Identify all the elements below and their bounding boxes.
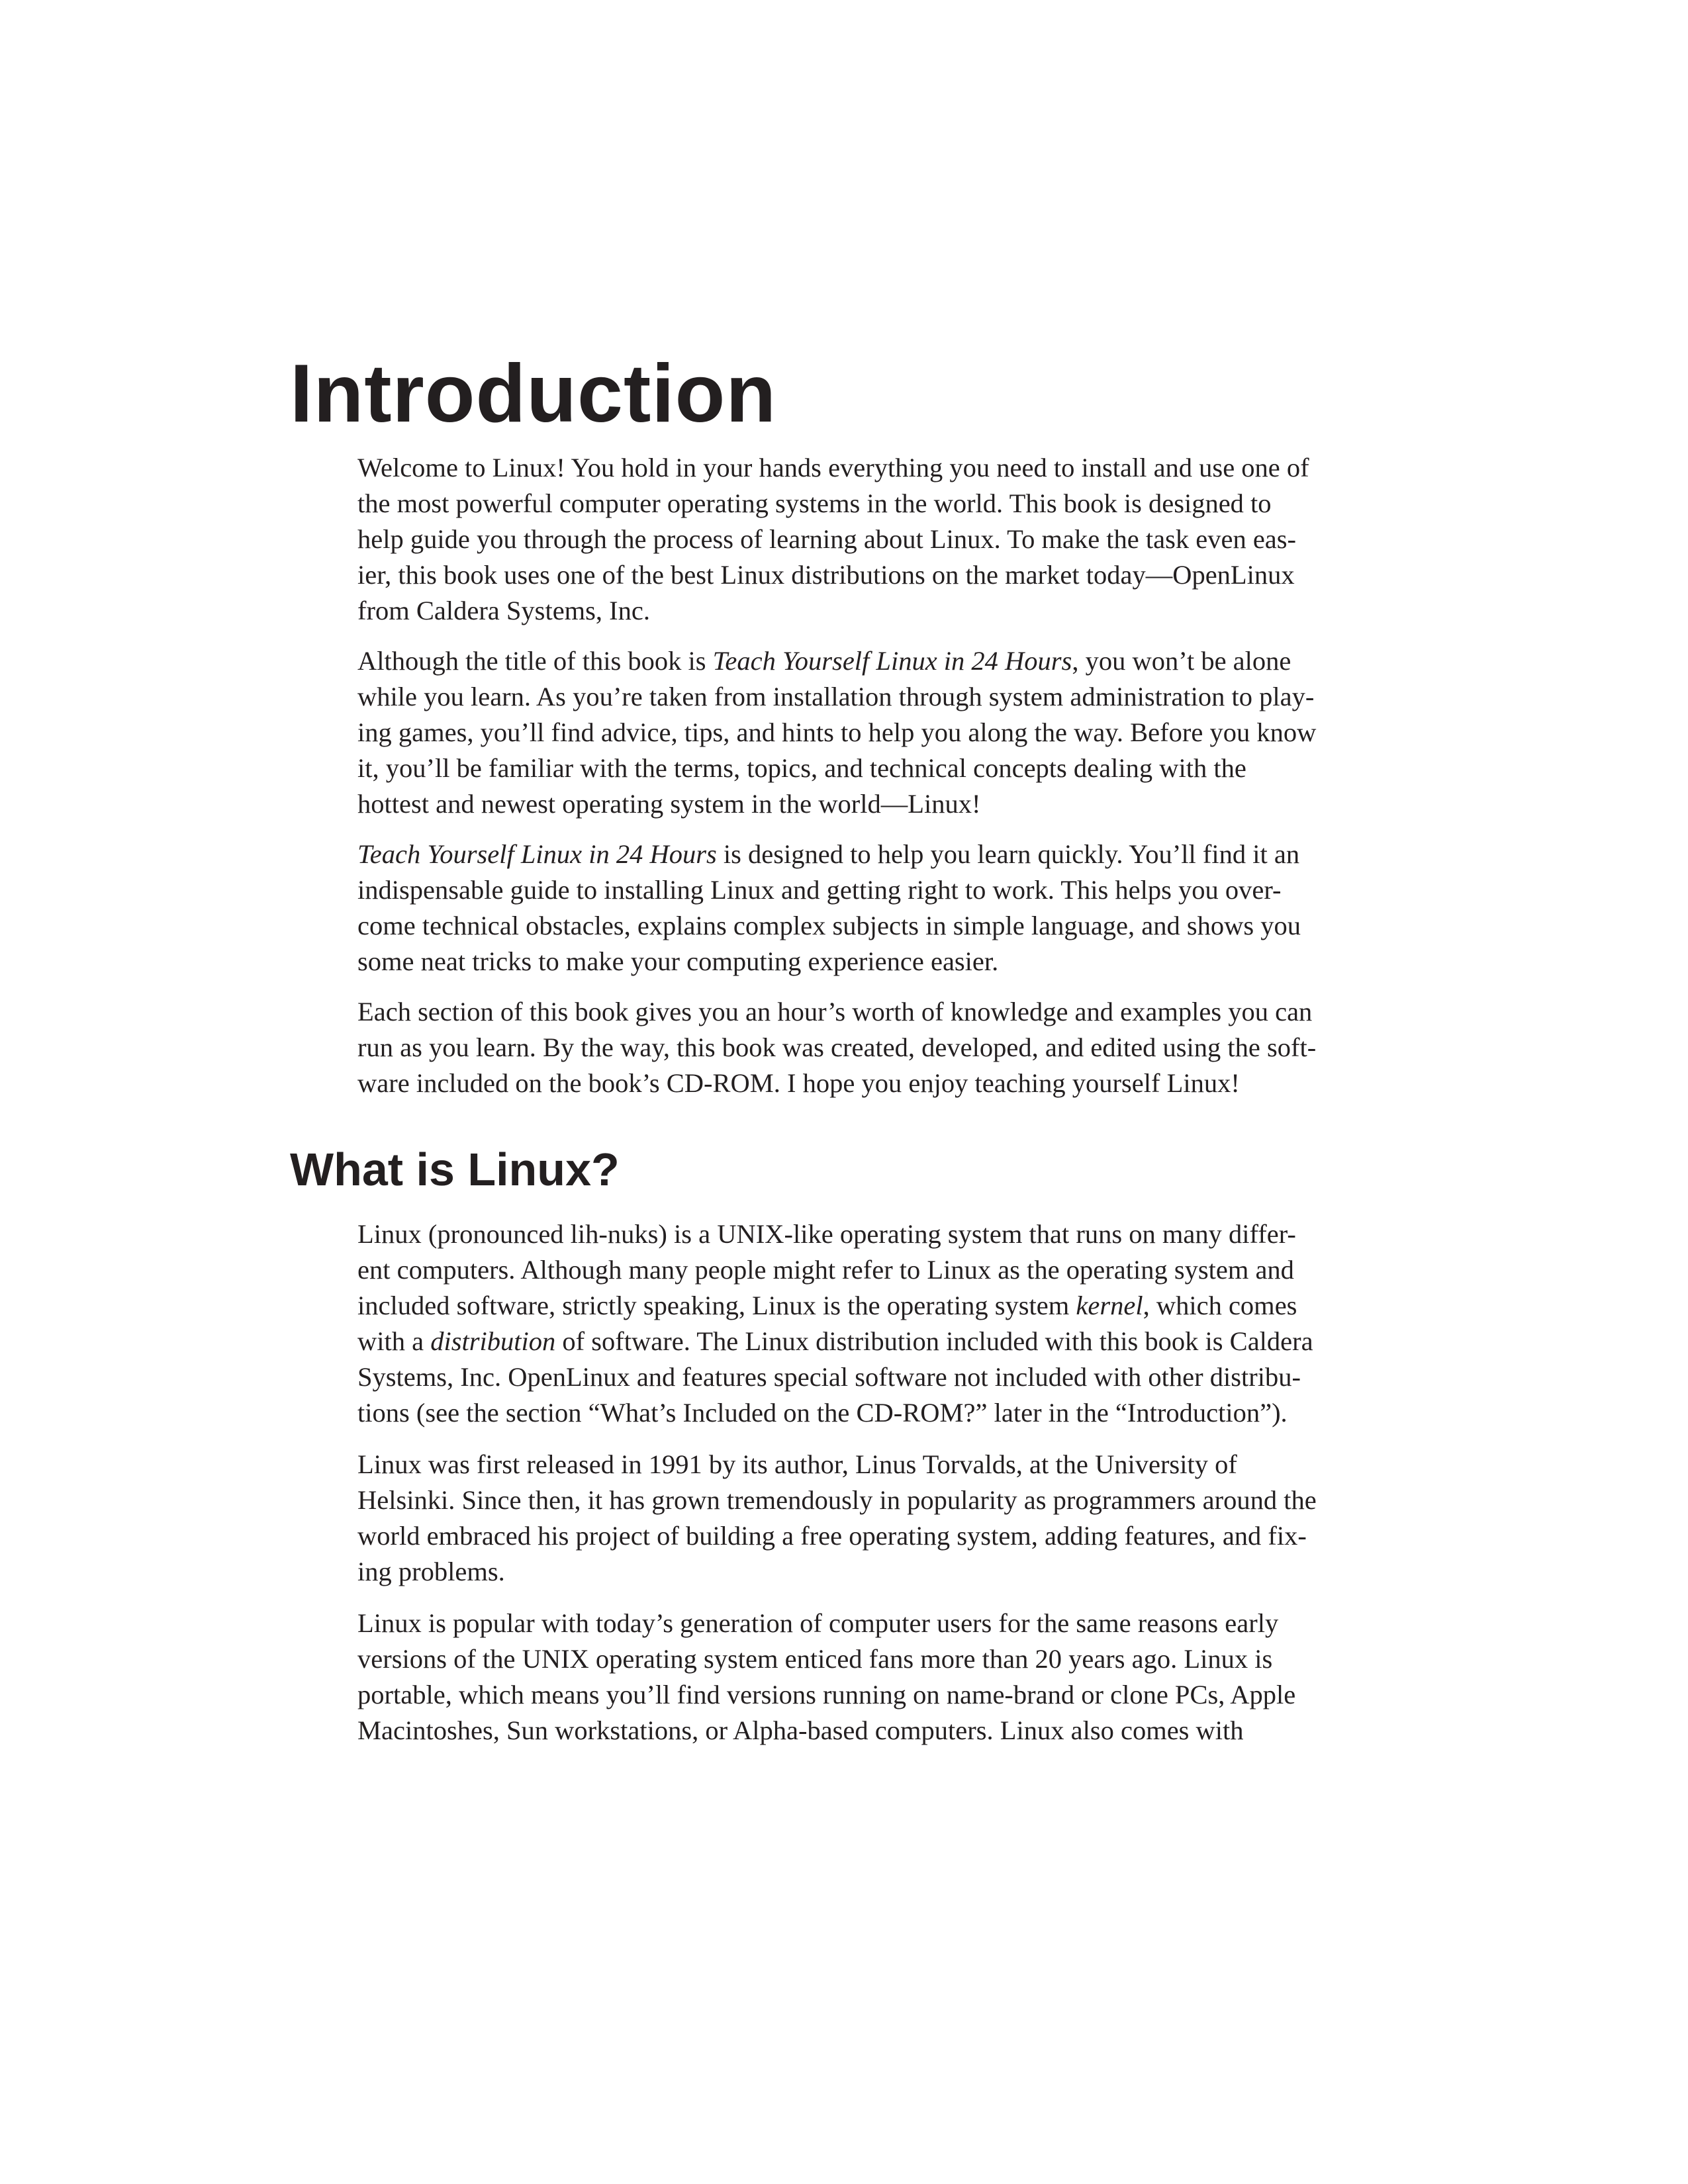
text-run: Although the title of this book is (357, 646, 713, 676)
what-is-linux-body (357, 1216, 1364, 1749)
book-title-italic: Teach Yourself Linux in 24 Hours (357, 839, 717, 869)
text-line (357, 837, 1364, 872)
intro-paragraph-4 (357, 994, 1364, 1101)
text-run: is designed to help you learn quickly. You’ll find it an (716, 839, 1300, 869)
text-line: it, you’ll be familiar with the terms, topics, and technical concepts dealing with the (357, 753, 1246, 783)
text-line: Helsinki. Since then, it has grown tremendously in popularity as programmers around the (357, 1485, 1317, 1515)
text-run: of software. The Linux distribution included with this book is Caldera (555, 1326, 1313, 1356)
intro-paragraph-3 (357, 837, 1364, 979)
text-run: , you won’t be alone (1072, 646, 1291, 676)
kernel-italic: kernel (1076, 1291, 1143, 1320)
text-run: included software, strictly speaking, Linux is the operating system (357, 1291, 1076, 1320)
text-line: Linux was first released in 1991 by its author, Linus Torvalds, at the University of (357, 1449, 1237, 1479)
text-run: , which comes (1143, 1291, 1297, 1320)
page-title: Introduction (290, 348, 777, 439)
intro-paragraph-2 (357, 643, 1364, 822)
text-line: Macintoshes, Sun workstations, or Alpha-based computers. Linux also comes with (357, 1715, 1244, 1745)
text-line: help guide you through the process of learning about Linux. To make the task even eas- (357, 524, 1297, 554)
text-line: while you learn. As you’re taken from installation through system administration to play- (357, 682, 1315, 711)
text-line: ware included on the book’s CD-ROM. I hope you enjoy teaching yourself Linux! (357, 1068, 1240, 1098)
text-line: the most powerful computer operating systems in the world. This book is designed to (357, 488, 1272, 518)
text-line: Each section of this book gives you an hour’s worth of knowledge and examples you can (357, 997, 1313, 1026)
intro-body (357, 450, 1364, 1101)
distribution-italic: distribution (430, 1326, 556, 1356)
text-line: ing problems. (357, 1557, 505, 1586)
text-line (357, 1324, 1364, 1359)
text-line: portable, which means you’ll find versions running on name-brand or clone PCs, Apple (357, 1680, 1296, 1709)
linux-paragraph-2 (357, 1447, 1364, 1590)
linux-paragraph-3 (357, 1606, 1364, 1749)
text-line: ing games, you’ll find advice, tips, and hints to help you along the way. Before you know (357, 717, 1317, 747)
linux-paragraph-1 (357, 1216, 1364, 1431)
text-line: ent computers. Although many people might refer to Linux as the operating system and (357, 1255, 1294, 1285)
text-line: versions of the UNIX operating system enticed fans more than 20 years ago. Linux is (357, 1644, 1273, 1674)
text-line: indispensable guide to installing Linux and getting right to work. This helps you over- (357, 875, 1282, 905)
book-title-italic: Teach Yourself Linux in 24 Hours (712, 646, 1072, 676)
intro-paragraph-1 (357, 450, 1364, 629)
text-line: some neat tricks to make your computing experience easier. (357, 946, 999, 976)
text-line: tions (see the section “What’s Included on the CD-ROM?” later in the “Introduction”). (357, 1398, 1288, 1428)
text-line (357, 1288, 1364, 1324)
text-line: ier, this book uses one of the best Linux distributions on the market today—OpenLinux (357, 560, 1295, 590)
text-line: from Caldera Systems, Inc. (357, 596, 651, 625)
text-line: Linux (pronounced lih-nuks) is a UNIX-like operating system that runs on many differ- (357, 1219, 1296, 1249)
text-run: with a (357, 1326, 431, 1356)
text-line: run as you learn. By the way, this book was created, developed, and edited using the soft- (357, 1032, 1317, 1062)
section-heading-what-is-linux: What is Linux? (290, 1144, 620, 1195)
text-line: hottest and newest operating system in the world—Linux! (357, 789, 981, 819)
text-line: world embraced his project of building a free operating system, adding features, and fix- (357, 1521, 1307, 1551)
text-line: Linux is popular with today’s generation of computer users for the same reasons early (357, 1608, 1279, 1638)
text-line: Systems, Inc. OpenLinux and features special software not included with other distribu- (357, 1362, 1301, 1392)
text-line (357, 643, 1364, 679)
text-line: come technical obstacles, explains complex subjects in simple language, and shows you (357, 911, 1301, 940)
text-line: Welcome to Linux! You hold in your hands everything you need to install and use one of (357, 453, 1309, 482)
